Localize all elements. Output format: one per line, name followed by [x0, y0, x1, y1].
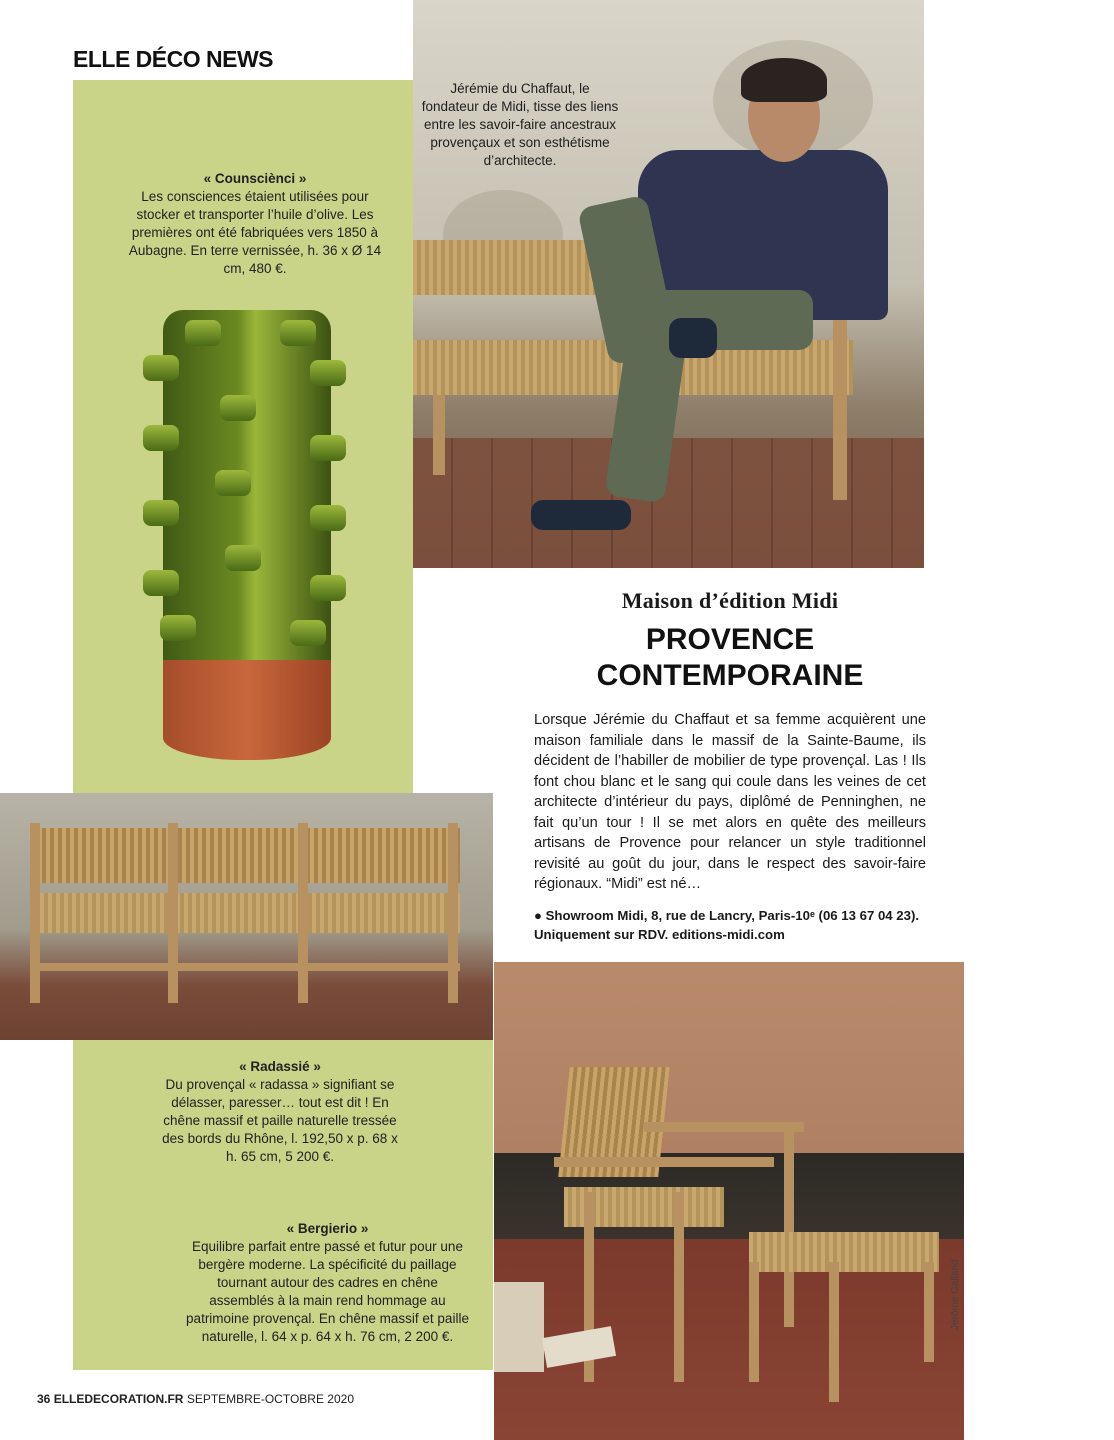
bergierio-caption-title: « Bergierio »: [286, 1221, 369, 1236]
page-number: 36: [37, 1392, 51, 1406]
radassie-caption-text: Du provençal « radassa » signifiant se délasser, paresser… tout est dit ! En chêne massif et paille naturelle tressée des bords du Rhône, l. 192,50 x p. 68 x h. 65 cm, 5 200 €.: [162, 1077, 398, 1164]
bergierio-caption-text: Equilibre parfait entre passé et futur pour une bergère moderne. La spécificité du paillage tournant autour des cadres en chêne assemblés à la main rend hommage au patrimoine provençal. En chêne massif et paille naturelle, l. 64 x p. 64 x h. 76 cm, 2 200 €.: [186, 1239, 469, 1344]
folio-site: ELLEDECORATION.FR: [53, 1392, 184, 1406]
article-title-line2: CONTEMPORAINE: [596, 659, 864, 692]
article-title: [520, 622, 940, 694]
radassie-caption: [160, 1058, 400, 1166]
bergierio-caption: [185, 1220, 470, 1346]
vase-caption-title: « Counsciènci »: [203, 171, 307, 186]
bench-photo: [0, 793, 493, 1040]
article-body: Lorsque Jérémie du Chaffaut et sa femme acquièrent une maison familiale dans le massif de la Sainte-Baume, ils décident de l’habiller de mobilier de type provençal. Las ! Ils font chou blanc et le sang qui coule dans les veines de cet architecte d’intérieur du pays, diplômé de Penninghen, ne fait qu’un tour ! Il se met alors en quête des meilleurs artisans de Provence pour relancer un style traditionnel revisité au goût du jour, dans le respect des savoir-faire régionaux. “Midi” est né…: [534, 712, 926, 892]
page-folio: [37, 1392, 354, 1406]
armchair-photo: [494, 962, 964, 1440]
folio-issue: SEPTEMBRE-OCTOBRE 2020: [186, 1392, 354, 1406]
photo-credit: Jérôme Galland: [950, 1259, 961, 1330]
article-title-line1: PROVENCE: [645, 623, 815, 656]
portrait-caption: Jérémie du Chaffaut, le fondateur de Midi, tisse des liens entre les savoir-faire ancestraux provençaux et son esthétisme d’architecte.: [421, 81, 619, 168]
article-kicker: Maison d’édition Midi: [621, 588, 839, 613]
showroom-info: ● Showroom Midi, 8, rue de Lancry, Paris-10ᵉ (06 13 67 04 23). Uniquement sur RDV. editions-midi.com: [534, 908, 920, 942]
vase-caption: [120, 170, 390, 278]
vase-caption-text: Les consciences étaient utilisées pour stocker et transporter l’huile d’olive. Les premières ont été fabriquées vers 1850 à Aubagne. En terre vernissée, h. 36 x Ø 14 cm, 480 €.: [128, 189, 382, 276]
radassie-caption-title: « Radassié »: [239, 1059, 321, 1074]
masthead: ELLE DÉCO NEWS: [73, 46, 274, 72]
